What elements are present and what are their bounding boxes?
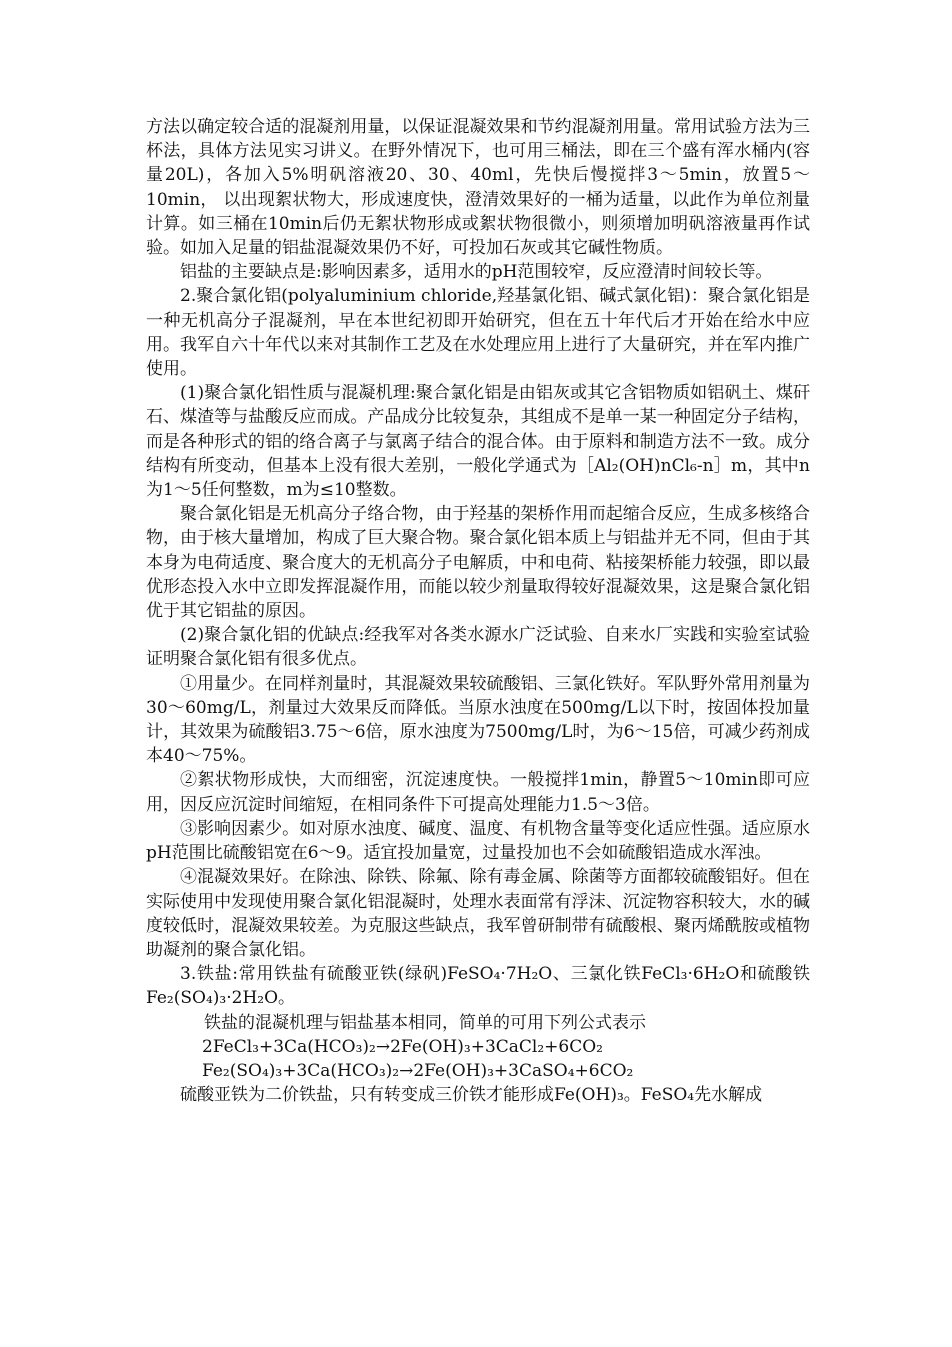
equation-fecl3: 2FeCl₃+3Ca(HCO₃)₂→2Fe(OH)₃+3CaCl₂+6CO₂: [202, 1036, 603, 1057]
paragraph-iron-mechanism: 铁盐的混凝机理与铝盐基本相同，简单的可用下列公式表示: [204, 1012, 646, 1033]
paragraph-advantage-4: ④混凝效果好。在除浊、除铁、除氟、除有毒金属、除菌等方面都较硫酸铝好。但在实际使用中发现使用聚合氯化铝混凝时，处理水表面常有浮沫、沉淀物容积较大，水的碱度较低时，混凝效果较差。为克服这些缺点，我军曾研制带有硫酸根、聚丙烯酰胺或植物助凝剂的聚合氯化铝。: [146, 867, 810, 960]
paragraph-trial-method: 方法以确定较合适的混凝剂用量，以保证混凝效果和节约混凝剂用量。常用试验方法为三杯法，具体方法见实习讲义。在野外情况下，也可用三桶法，即在三个盛有浑水桶内(容量20L)，各加入5%明矾溶液20、30、40ml，先快后慢搅拌3～5min，放置5～10min， 以出现絮状物大，形成速度快，澄清效果好的一桶为适量，以此作为单位剂量计算。如三桶在10min后仍无絮状物形成或絮状物很微小，则须增加明矾溶液量再作试验。如加入足量的铝盐混凝效果仍不好，可投加石灰或其它碱性物质。: [146, 117, 810, 259]
paragraph-pac-properties: (1)聚合氯化铝性质与混凝机理:聚合氯化铝是由铝灰或其它含铝物质如铝矾土、煤矸石、煤渣等与盐酸反应而成。产品成分比较复杂，其组成不是单一某一种固定分子结构，而是各种形式的铝的络合离子与氯离子结合的混合体。由于原料和制造方法不一致。成分结构有所变动，但基本上没有很大差别，一般化学通式为［Al₂(OH)nCl₆-n］m，其中n为1～5任何整数，m为≤10整数。: [146, 383, 810, 501]
paragraph-ferrous-sulfate: 硫酸亚铁为二价铁盐，只有转变成三价铁才能形成Fe(OH)₃。FeSO₄先水解成: [180, 1085, 763, 1106]
paragraph-advantage-3: ③影响因素少。如对原水浊度、碱度、温度、有机物含量等变化适应性强。适应原水pH范围比硫酸铝宽在6～9。适宜投加量宽，过量投加也不会如硫酸铝造成水浑浊。: [146, 818, 810, 864]
equation-fe2so43: Fe₂(SO₄)₃+3Ca(HCO₃)₂→2Fe(OH)₃+3CaSO₄+6CO₂: [202, 1060, 634, 1081]
paragraph-pac-advantages-intro: (2)聚合氯化铝的优缺点:经我军对各类水源水广泛试验、自来水厂实践和实验室试验证明聚合氯化铝有很多优点。: [146, 625, 810, 670]
body-text: [146, 115, 810, 1107]
paragraph-advantage-1: ①用量少。在同样剂量时，其混凝效果较硫酸铝、三氯化铁好。军队野外常用剂量为30～60mg/L，剂量过大效果反而降低。当原水浊度在500mg/L以下时，按固体投加量计，其效果为硫酸铝3.75～6倍，原水浊度为7500mg/L时，为6～15倍，可减少药剂成本40～75%。: [146, 673, 810, 767]
paragraph-aluminum-drawbacks: 铝盐的主要缺点是:影响因素多，适用水的pH范围较窄，反应澄清时间较长等。: [180, 262, 773, 283]
paragraph-pac-intro: 2.聚合氯化铝(polyaluminium chloride,羟基氯化铝、碱式氯化铝)：聚合氯化铝是一种无机高分子混凝剂，早在本世纪初即开始研究，但在五十年代后才开始在给水中应用。我军自六十年代以来对其制作工艺及在水处理应用上进行了大量研究，并在军内推广使用。: [146, 286, 810, 380]
paragraph-iron-salts: 3.铁盐:常用铁盐有硫酸亚铁(绿矾)FeSO₄·7H₂O、三氯化铁FeCl₃·6H₂O和硫酸铁Fe₂(SO₄)₃·2H₂O。: [146, 964, 810, 1009]
paragraph-pac-mechanism: 聚合氯化铝是无机高分子络合物，由于羟基的架桥作用而起缩合反应，生成多核络合物，由于核大量增加，构成了巨大聚合物。聚合氯化铝本质上与铝盐并无不同，但由于其本身为电荷适度、聚合度大的无机高分子电解质，中和电荷、粘接架桥能力较强，即以最优形态投入水中立即发挥混凝作用，而能以较少剂量取得较好混凝效果，这是聚合氯化铝优于其它铝盐的原因。: [146, 504, 810, 622]
paragraph-advantage-2: ②絮状物形成快，大而细密，沉淀速度快。一般搅拌1min，静置5～10min即可应用，因反应沉淀时间缩短，在相同条件下可提高处理能力1.5～3倍。: [146, 770, 810, 815]
